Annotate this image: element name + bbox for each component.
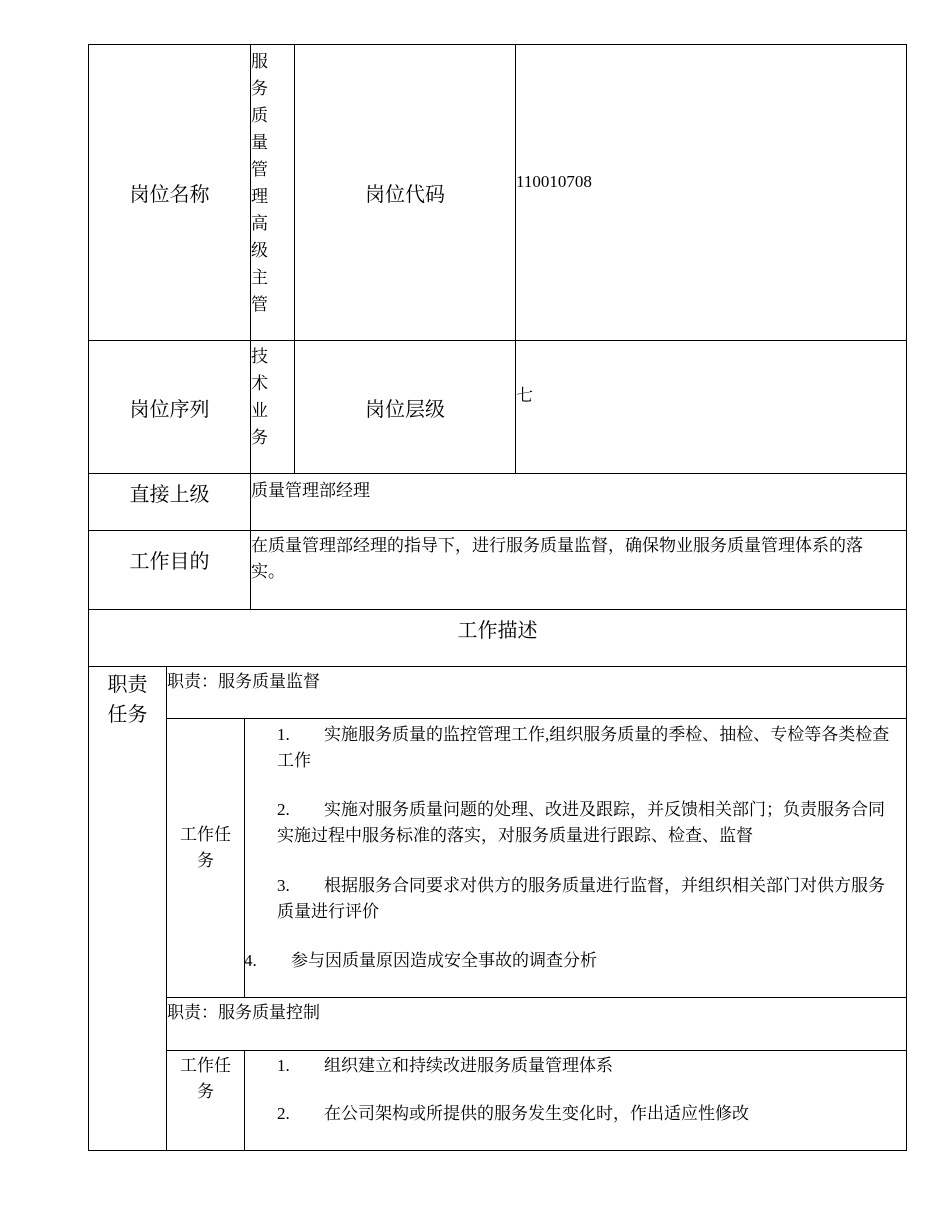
vertical-char: 术 [251, 374, 268, 393]
superior-value: 质量管理部经理 [251, 481, 370, 500]
task-number: 2. [277, 1104, 290, 1123]
level-label: 岗位层级 [365, 398, 445, 421]
vertical-char: 务 [251, 79, 268, 98]
task-text: 根据服务合同要求对供方的服务质量进行监督，并组织相关部门对供方服务质量进行评价 [277, 876, 885, 921]
task-label [167, 822, 244, 874]
vertical-char: 管 [251, 160, 268, 179]
vertical-char: 量 [251, 133, 268, 152]
title-value [251, 48, 294, 318]
task-label-line1: 工作任 [180, 825, 231, 844]
superior-label: 直接上级 [129, 483, 210, 506]
task-label-line1: 工作任 [180, 1056, 231, 1075]
task-number: 2. [277, 800, 290, 819]
duty-title: 职责：服务质量控制 [167, 1003, 320, 1022]
task-number: 1. [277, 1056, 290, 1075]
duty-label-line2: 任务 [107, 704, 148, 726]
purpose-value: 在质量管理部经理的指导下，进行服务质量监督，确保物业服务质量管理体系的落实。 [251, 536, 863, 581]
task-text: 参与因质量原因造成安全事故的调查分析 [291, 951, 597, 970]
duty-label [89, 670, 166, 730]
task-text: 实施对服务质量问题的处理、改进及跟踪，并反馈相关部门；负责服务合同实施过程中服务标准的落实，对服务质量进行跟踪、检查、监督 [277, 800, 885, 845]
section-title: 工作描述 [457, 619, 538, 642]
title-label: 岗位名称 [129, 184, 210, 206]
task-text: 组织建立和持续改进服务质量管理体系 [324, 1056, 613, 1075]
task-text: 实施服务质量的监控管理工作,组织服务质量的季检、抽检、专检等各类检查工作 [277, 725, 890, 770]
vertical-char: 服 [251, 52, 268, 71]
vertical-char: 业 [251, 401, 268, 420]
code-label: 岗位代码 [365, 184, 445, 206]
task-label-line2: 务 [197, 851, 214, 870]
vertical-char: 务 [251, 428, 268, 447]
level-value: 七 [516, 386, 533, 405]
vertical-char: 主 [251, 268, 268, 287]
task-number: 3. [277, 876, 290, 895]
vertical-char: 高 [251, 214, 268, 233]
purpose-label: 工作目的 [129, 550, 210, 573]
task-text: 在公司架构或所提供的服务发生变化时，作出适应性修改 [324, 1104, 749, 1123]
duty-label-line1: 职责 [107, 674, 148, 696]
duty-title: 职责：服务质量监督 [167, 672, 320, 691]
vertical-char: 质 [251, 106, 268, 125]
vertical-char: 管 [251, 295, 268, 314]
task-number: 4. [244, 951, 257, 970]
task-label-line2: 务 [197, 1082, 214, 1101]
vertical-char: 级 [251, 241, 268, 260]
task-label [167, 1053, 244, 1105]
series-value [251, 343, 294, 451]
vertical-char: 理 [251, 187, 268, 206]
series-label: 岗位序列 [129, 398, 210, 421]
vertical-char: 技 [251, 347, 268, 366]
task-number: 1. [277, 725, 290, 744]
code-value: 110010708 [516, 172, 592, 191]
